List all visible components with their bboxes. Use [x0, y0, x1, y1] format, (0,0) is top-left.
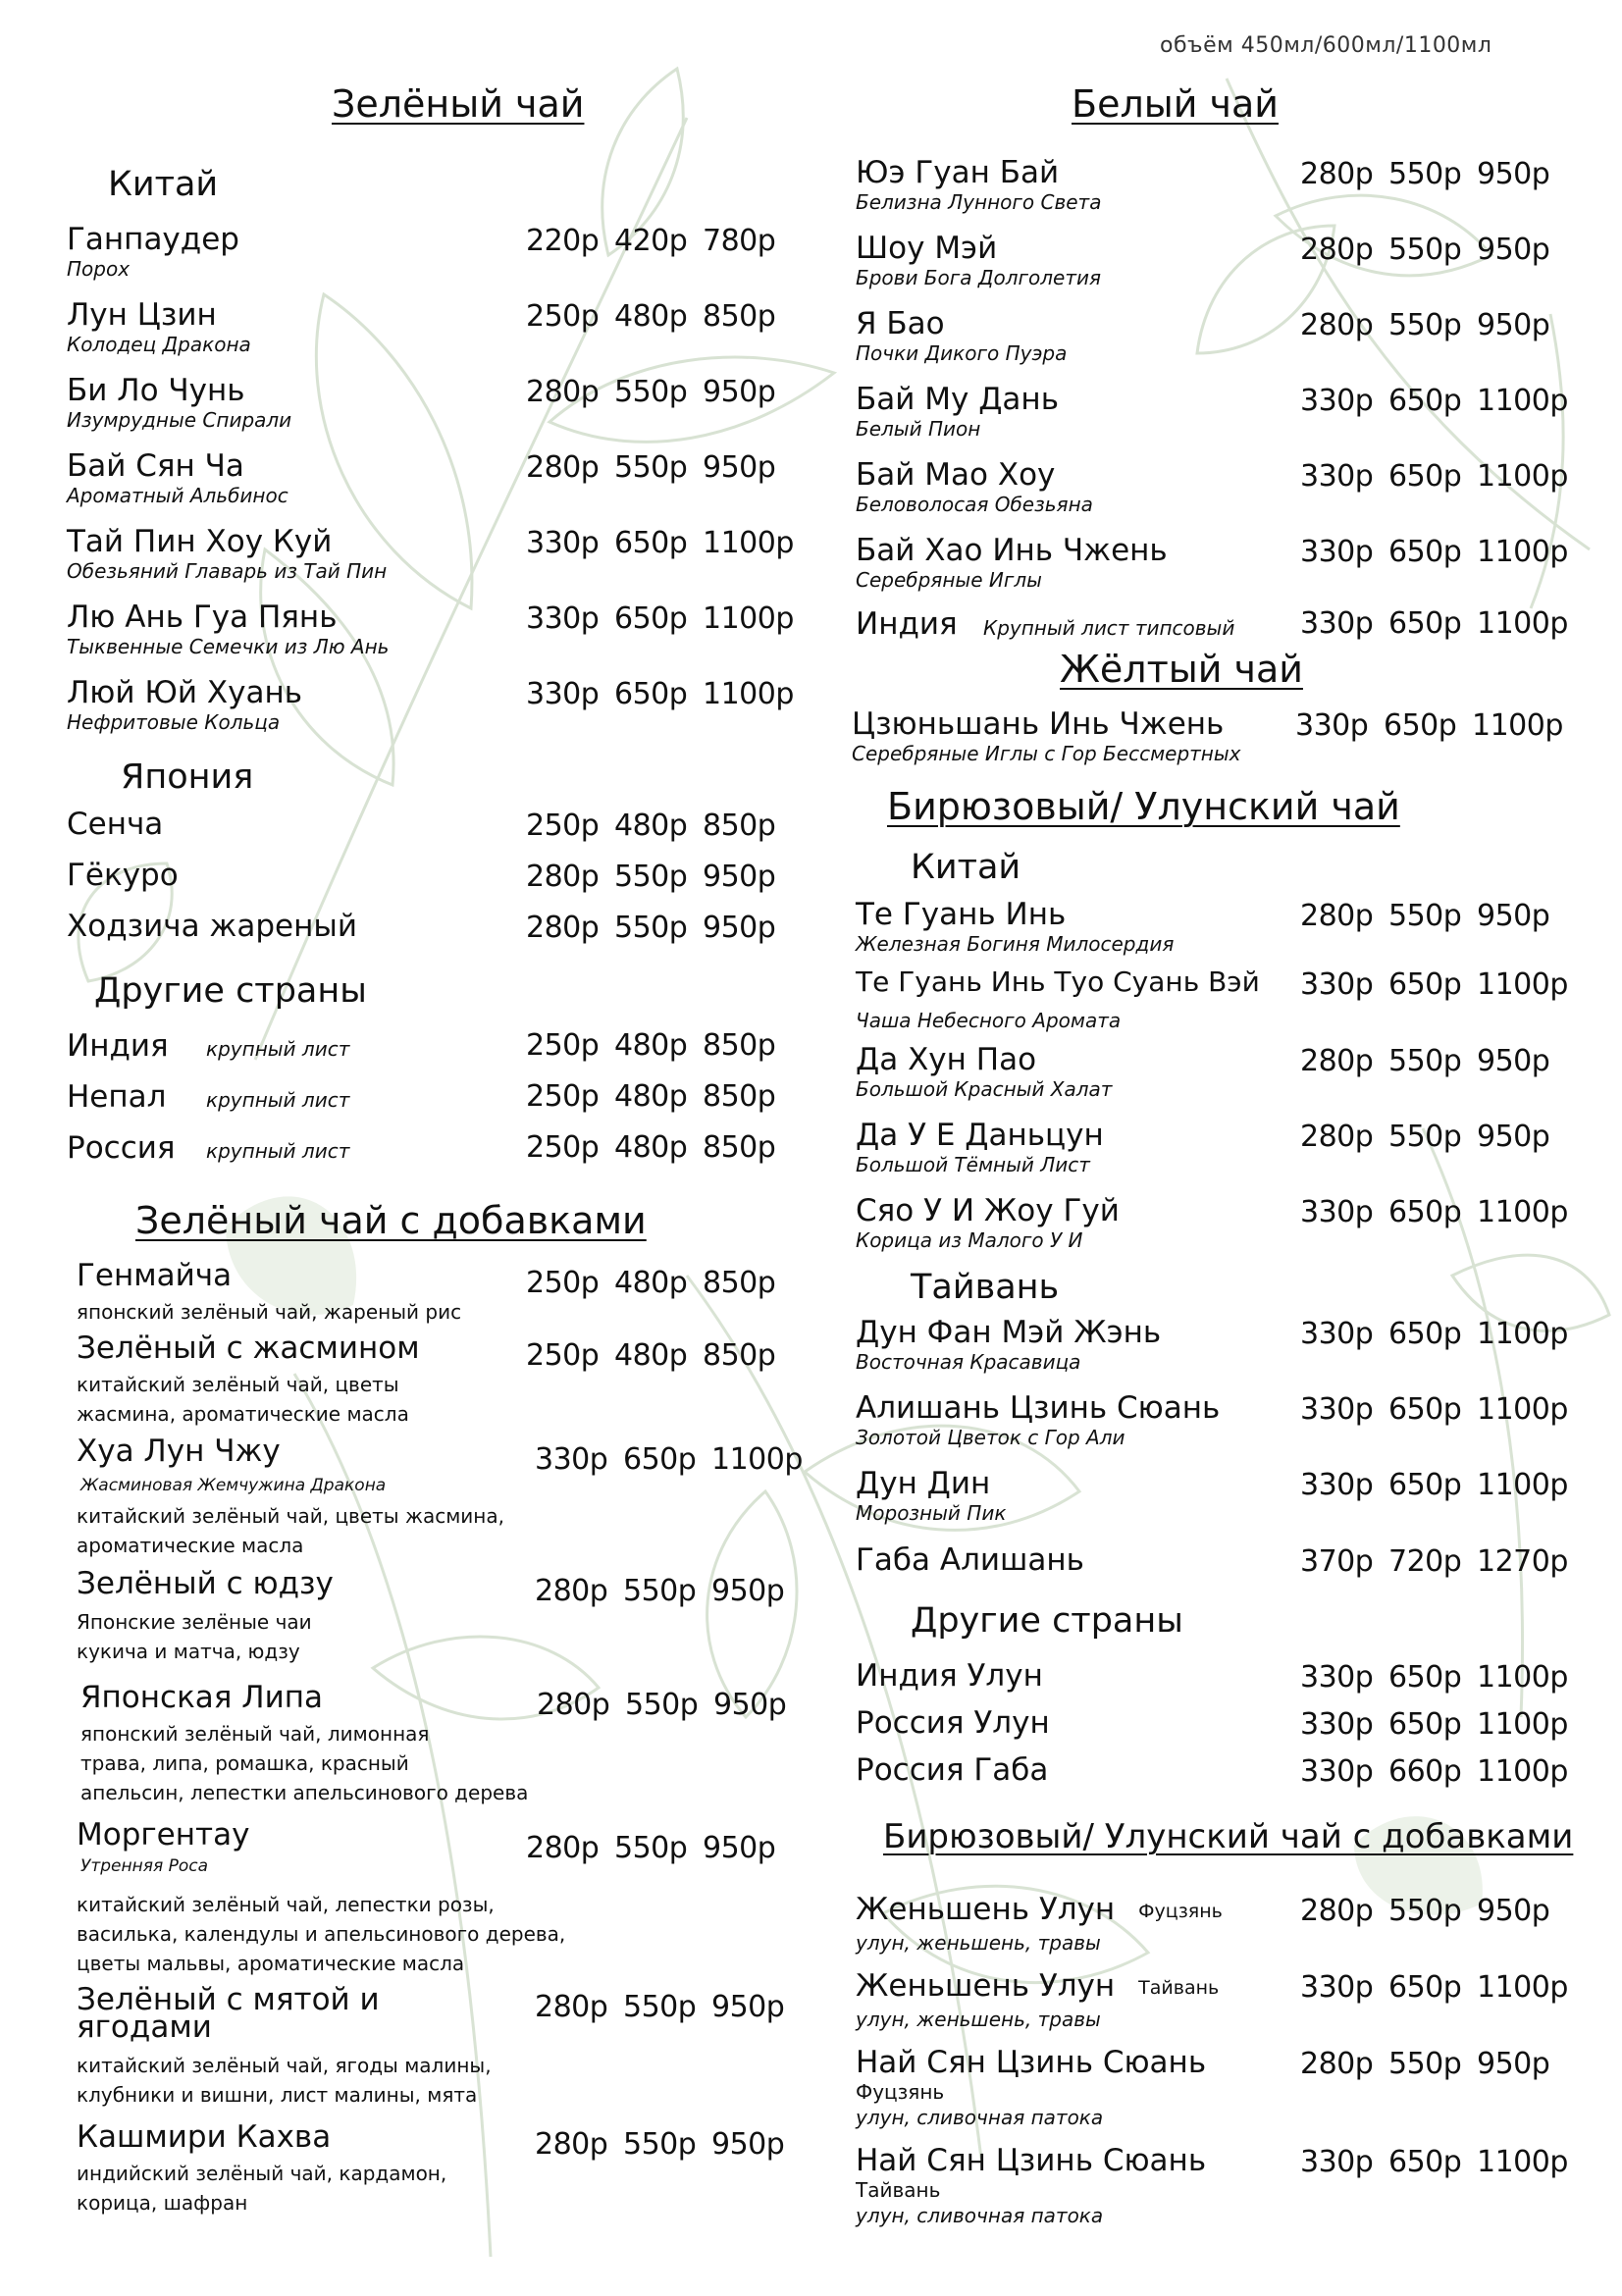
section-title-oolong: Бирюзовый/ Улунский чай [887, 785, 1400, 828]
section-title-yellow-tea: Жёлтый чай [1060, 648, 1303, 691]
item-translation: Белый Пион [856, 417, 981, 441]
price: 720р [1388, 1544, 1462, 1579]
price: 280р [1300, 899, 1374, 933]
price: 950р [1477, 157, 1550, 191]
item-translation: Восточная Красавица [856, 1350, 1081, 1374]
item-description: японский зелёный чай, жареный рис [77, 1300, 462, 1324]
item-name: Те Гуань Инь [856, 897, 1067, 932]
item-name: Бай Сян Ча [67, 448, 244, 484]
price: 280р [1300, 1044, 1374, 1078]
item-translation: Золотой Цветок с Гор Али [856, 1426, 1125, 1449]
price: 280р [526, 1831, 600, 1865]
price: 330р [535, 1442, 608, 1477]
price: 1100р [1477, 1754, 1568, 1789]
item-name: Генмайча [77, 1258, 233, 1293]
price: 330р [1300, 1195, 1374, 1229]
item-translation: Беловолосая Обезьяна [856, 493, 1093, 516]
price: 660р [1388, 1754, 1462, 1789]
price: 1100р [703, 526, 794, 560]
price: 550р [614, 911, 688, 945]
item-name: Японская Липа [80, 1680, 324, 1715]
price: 550р [1388, 1044, 1462, 1078]
price: 550р [1388, 308, 1462, 342]
item-name: Сяо У И Жоу Гуй [856, 1193, 1120, 1228]
item-name: Бай Му Дань [856, 382, 1059, 417]
item-name: Индия Улун [856, 1658, 1043, 1694]
price: 550р [1388, 157, 1462, 191]
item-origin: Тайвань [856, 2178, 941, 2202]
price: 1100р [1477, 967, 1568, 1002]
price: 950р [711, 2127, 785, 2162]
item-name: Моргентау [77, 1817, 250, 1852]
price: 950р [711, 1990, 785, 2024]
item-name: Най Сян Цзинь Сюань [856, 2143, 1207, 2178]
item-note: Крупный лист типсовый [983, 616, 1235, 640]
item-translation: Тыквенные Семечки из Лю Ань [67, 635, 390, 658]
price: 850р [703, 1079, 776, 1114]
price: 950р [1477, 233, 1550, 267]
item-name: Дун Дин [856, 1466, 991, 1501]
item-description: китайский зелёный чай, цветы жасмина, ароматические масла [77, 1504, 504, 1557]
price: 250р [526, 1266, 600, 1300]
price: 550р [614, 1831, 688, 1865]
item-translation: Нефритовые Кольца [67, 710, 281, 734]
item-name: Най Сян Цзинь Сюань [856, 2045, 1207, 2080]
price: 550р [614, 860, 688, 894]
item-name: Зелёный с мятой и ягодами [77, 1982, 380, 2045]
subsection-other-countries: Другие страны [94, 971, 367, 1011]
item-name: Хуа Лун Чжу [77, 1434, 281, 1469]
price: 250р [526, 299, 600, 334]
price: 480р [614, 809, 688, 843]
item-name: Юэ Гуан Бай [856, 155, 1060, 190]
price: 280р [526, 375, 600, 409]
item-name: Россия [67, 1130, 176, 1166]
price: 330р [1300, 1707, 1374, 1742]
price: 1100р [1477, 1970, 1568, 2005]
price: 550р [1388, 1120, 1462, 1154]
price: 330р [1300, 1970, 1374, 2005]
item-translation: Обезьяний Главарь из Тай Пин [67, 559, 388, 583]
price: 950р [1477, 1120, 1550, 1154]
item-name: Кашмири Кахва [77, 2119, 332, 2155]
price: 480р [614, 1266, 688, 1300]
price: 280р [535, 2127, 608, 2162]
price: 330р [1300, 2145, 1374, 2179]
price: 650р [1388, 1660, 1462, 1695]
item-note: Фуцзянь [1138, 1900, 1223, 1922]
item-description: индийский зелёный чай, кардамон, корица, шафран [77, 2162, 447, 2215]
item-name: Бай Мао Хоу [856, 457, 1056, 493]
price: 250р [526, 1028, 600, 1063]
price: 650р [1388, 1317, 1462, 1351]
price: 850р [703, 299, 776, 334]
item-name: Да Хун Пао [856, 1042, 1037, 1077]
item-translation: Ароматный Альбинос [67, 484, 288, 507]
item-name: Ходзича жареный [67, 909, 357, 944]
item-name: Россия Габа [856, 1752, 1049, 1788]
item-name: Габа Алишань [856, 1542, 1084, 1578]
price: 280р [526, 911, 600, 945]
price: 330р [1300, 459, 1374, 494]
item-translation: Брови Бога Долголетия [856, 266, 1102, 289]
section-title-white-tea: Белый чай [1072, 82, 1279, 126]
price: 330р [1300, 1468, 1374, 1502]
item-name: Да У Е Даньцун [856, 1118, 1104, 1153]
item-translation: Серебряные Иглы [856, 568, 1042, 592]
item-translation: Большой Красный Халат [856, 1077, 1113, 1101]
item-translation: Утренняя Роса [80, 1856, 209, 1876]
price: 1100р [1477, 1707, 1568, 1742]
price: 280р [526, 860, 600, 894]
item-name: Цзюньшань Инь Чжень [852, 706, 1225, 742]
price: 330р [526, 677, 600, 711]
price: 950р [703, 1831, 776, 1865]
price: 330р [1300, 1754, 1374, 1789]
item-translation: Белизна Лунного Света [856, 190, 1102, 214]
price: 950р [1477, 2047, 1550, 2081]
price: 250р [526, 809, 600, 843]
price: 650р [1388, 535, 1462, 569]
price: 330р [1300, 535, 1374, 569]
item-translation: Колодец Дракона [67, 333, 251, 356]
item-name: Бай Хао Инь Чжень [856, 533, 1168, 568]
subsection-japan: Япония [121, 757, 254, 797]
price: 280р [1300, 1120, 1374, 1154]
item-name: Ганпаудер [67, 222, 239, 257]
item-note: Тайвань [1138, 1976, 1220, 1999]
price: 480р [614, 1338, 688, 1373]
subsection-china: Китай [108, 165, 219, 204]
price: 420р [614, 224, 688, 258]
price: 480р [614, 299, 688, 334]
price: 330р [1295, 708, 1369, 743]
item-name: Зелёный с жасмином [77, 1331, 420, 1366]
price: 650р [1388, 1970, 1462, 2005]
price: 950р [1477, 1044, 1550, 1078]
price: 950р [703, 450, 776, 485]
price: 650р [1388, 967, 1462, 1002]
price: 480р [614, 1028, 688, 1063]
item-name: Люй Юй Хуань [67, 675, 302, 710]
price: 950р [711, 1574, 785, 1608]
price: 280р [1300, 308, 1374, 342]
price: 280р [1300, 2047, 1374, 2081]
price: 550р [623, 1990, 697, 2024]
price: 550р [623, 1574, 697, 1608]
item-note: крупный лист [206, 1139, 350, 1163]
price: 780р [703, 224, 776, 258]
price: 1100р [1477, 1195, 1568, 1229]
price: 250р [526, 1079, 600, 1114]
item-description: улун, женьшень, травы [856, 2008, 1101, 2031]
price: 1100р [1472, 708, 1563, 743]
item-name: Зелёный с юдзу [77, 1566, 334, 1601]
price: 1100р [711, 1442, 803, 1477]
item-description: китайский зелёный чай, ягоды малины, клубники и вишни, лист малины, мята [77, 2054, 492, 2107]
price: 1100р [1477, 459, 1568, 494]
price: 650р [614, 601, 688, 636]
price: 550р [614, 450, 688, 485]
price: 850р [703, 1130, 776, 1165]
price: 220р [526, 224, 600, 258]
price: 1100р [1477, 1468, 1568, 1502]
item-name: Непал [67, 1079, 167, 1115]
price: 650р [623, 1442, 697, 1477]
item-translation: Корица из Малого У И [856, 1228, 1083, 1252]
item-name: Те Гуань Инь Туо Суань Вэй [856, 965, 1260, 998]
item-description: японский зелёный чай, лимонная трава, липа, ромашка, красный апельсин, лепестки апельсинового дерева [80, 1722, 529, 1804]
item-name: Я Бао [856, 306, 945, 341]
price: 650р [1388, 1468, 1462, 1502]
item-note: крупный лист [206, 1037, 350, 1061]
price: 550р [1388, 1894, 1462, 1928]
price: 850р [703, 1028, 776, 1063]
subsection-china: Китай [911, 848, 1021, 887]
item-name: Лун Цзин [67, 297, 217, 333]
item-name: Женьшень Улун Тайвань [856, 1968, 1220, 2004]
item-description: китайский зелёный чай, цветы жасмина, ароматические масла [77, 1373, 409, 1426]
price: 330р [526, 601, 600, 636]
item-name: Индия [67, 1028, 169, 1064]
item-name: Индия [856, 606, 958, 642]
price: 650р [1388, 1392, 1462, 1427]
price: 950р [703, 911, 776, 945]
item-description: китайский зелёный чай, лепестки розы, василька, календулы и апельсинового дерева, цветы мальвы, ароматические масла [77, 1893, 566, 1975]
price: 1100р [1477, 1317, 1568, 1351]
price: 280р [526, 450, 600, 485]
price: 1100р [1477, 384, 1568, 418]
item-name: Женьшень Улун Фуцзянь [856, 1892, 1223, 1927]
price: 950р [703, 860, 776, 894]
price: 330р [1300, 1392, 1374, 1427]
price: 650р [1388, 1195, 1462, 1229]
price: 250р [526, 1130, 600, 1165]
volume-note: объём 450мл/600мл/1100мл [1160, 33, 1492, 58]
subsection-taiwan: Тайвань [911, 1268, 1060, 1307]
item-translation: Большой Тёмный Лист [856, 1153, 1090, 1176]
price: 950р [703, 375, 776, 409]
section-title-oolong-additives: Бирюзовый/ Улунский чай с добавками [883, 1817, 1574, 1856]
subsection-other-countries: Другие страны [911, 1601, 1183, 1641]
price: 650р [614, 526, 688, 560]
item-name: Дун Фан Мэй Жэнь [856, 1315, 1162, 1350]
price: 480р [614, 1079, 688, 1114]
price: 1100р [703, 601, 794, 636]
price: 950р [1477, 1894, 1550, 1928]
price: 950р [1477, 899, 1550, 933]
price: 280р [537, 1688, 610, 1722]
price: 550р [625, 1688, 699, 1722]
price: 1100р [1477, 535, 1568, 569]
price: 280р [535, 1574, 608, 1608]
price: 280р [535, 1990, 608, 2024]
price: 280р [1300, 233, 1374, 267]
price: 330р [1300, 384, 1374, 418]
item-name: Гёкуро [67, 858, 179, 893]
item-name: Тай Пин Хоу Куй [67, 524, 333, 559]
price: 330р [1300, 967, 1374, 1002]
item-translation: Порох [67, 257, 131, 281]
item-name: Россия Улун [856, 1705, 1050, 1741]
price: 550р [1388, 2047, 1462, 2081]
item-note: крупный лист [206, 1088, 350, 1112]
price: 250р [526, 1338, 600, 1373]
price: 330р [1300, 1317, 1374, 1351]
price: 280р [1300, 1894, 1374, 1928]
price: 650р [1388, 384, 1462, 418]
price: 950р [713, 1688, 787, 1722]
price: 650р [1388, 459, 1462, 494]
price: 650р [1384, 708, 1457, 743]
price: 550р [1388, 899, 1462, 933]
price: 370р [1300, 1544, 1374, 1579]
price: 850р [703, 1338, 776, 1373]
item-translation: Изумрудные Спирали [67, 408, 292, 432]
price: 1100р [1477, 1392, 1568, 1427]
section-title-green-tea-additives: Зелёный чай с добавками [135, 1199, 647, 1242]
item-translation: Жасминовая Жемчужина Дракона [80, 1476, 387, 1495]
price: 650р [614, 677, 688, 711]
item-description: улун, сливочная патока [856, 2204, 1104, 2227]
price: 1100р [1477, 1660, 1568, 1695]
price: 550р [614, 375, 688, 409]
price: 1270р [1477, 1544, 1568, 1579]
price: 950р [1477, 308, 1550, 342]
price: 650р [1388, 1707, 1462, 1742]
price: 550р [623, 2127, 697, 2162]
item-name: Алишань Цзинь Сюань [856, 1390, 1221, 1426]
price: 330р [526, 526, 600, 560]
item-name: Шоу Мэй [856, 231, 998, 266]
item-translation: Чаша Небесного Аромата [856, 1009, 1122, 1032]
item-description: улун, женьшень, травы [856, 1931, 1101, 1955]
price: 550р [1388, 233, 1462, 267]
price: 330р [1300, 606, 1374, 641]
price: 280р [1300, 157, 1374, 191]
item-translation: Морозный Пик [856, 1501, 1007, 1525]
item-description: Японские зелёные чаи кукича и матча, юдзу [77, 1610, 312, 1663]
price: 850р [703, 809, 776, 843]
item-translation: Серебряные Иглы с Гор Бессмертных [852, 742, 1241, 765]
item-name: Лю Ань Гуа Пянь [67, 600, 338, 635]
item-name: Сенча [67, 807, 164, 842]
price: 650р [1388, 606, 1462, 641]
price: 650р [1388, 2145, 1462, 2179]
price: 1100р [703, 677, 794, 711]
price: 330р [1300, 1660, 1374, 1695]
price: 850р [703, 1266, 776, 1300]
item-translation: Почки Дикого Пуэра [856, 341, 1068, 365]
item-description: улун, сливочная патока [856, 2106, 1104, 2129]
section-title-green-tea: Зелёный чай [332, 82, 585, 126]
item-name: Би Ло Чунь [67, 373, 245, 408]
item-origin: Фуцзянь [856, 2080, 945, 2104]
price: 1100р [1477, 2145, 1568, 2179]
item-translation: Железная Богиня Милосердия [856, 932, 1175, 956]
price: 480р [614, 1130, 688, 1165]
price: 1100р [1477, 606, 1568, 641]
